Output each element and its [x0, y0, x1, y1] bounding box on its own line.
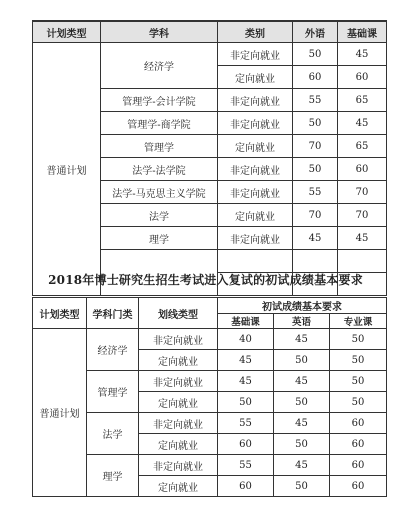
score-table-1	[32, 20, 387, 296]
foreign-score-cell: 50	[293, 158, 338, 181]
major-score-cell: 60	[330, 434, 387, 455]
english-score-cell: 50	[274, 434, 330, 455]
table-row	[33, 43, 387, 66]
subject-cell: 法学	[101, 204, 218, 227]
category-cell: 非定向就业	[218, 43, 293, 66]
major-score-cell: 50	[330, 392, 387, 413]
table-2-header-row	[33, 298, 387, 314]
table-1-header-row	[33, 21, 387, 43]
header-subject: 学科	[101, 21, 218, 43]
foreign-score-cell: 50	[293, 112, 338, 135]
line-type-cell: 非定向就业	[139, 371, 218, 392]
basic-score-cell: 65	[338, 89, 387, 112]
category-cell: 非定向就业	[218, 112, 293, 135]
basic-score-cell: 65	[338, 135, 387, 158]
foreign-score-cell: 70	[293, 204, 338, 227]
table-row	[33, 329, 387, 350]
category-cell	[218, 250, 293, 273]
foreign-score-cell: 55	[293, 89, 338, 112]
basic-score-cell: 55	[218, 455, 274, 476]
basic-score-cell: 45	[338, 227, 387, 250]
discipline-cell: 经济学	[87, 329, 139, 371]
foreign-score-cell	[293, 250, 338, 273]
category-cell: 定向就业	[218, 204, 293, 227]
header-category: 类别	[218, 21, 293, 43]
header-discipline: 学科门类	[87, 298, 139, 329]
line-type-cell: 非定向就业	[139, 455, 218, 476]
category-cell: 定向就业	[218, 66, 293, 89]
category-cell: 非定向就业	[218, 158, 293, 181]
header-line-type: 划线类型	[139, 298, 218, 329]
basic-score-cell: 60	[218, 434, 274, 455]
subject-cell: 管理学-商学院	[101, 112, 218, 135]
basic-score-cell: 40	[218, 329, 274, 350]
major-score-cell: 60	[330, 476, 387, 497]
header-basic-course: 基础课	[338, 21, 387, 43]
basic-score-cell: 70	[338, 204, 387, 227]
subject-cell: 理学	[101, 227, 218, 250]
category-cell: 非定向就业	[218, 227, 293, 250]
subject-cell: 法学-马克思主义学院	[101, 181, 218, 204]
basic-score-cell: 60	[338, 66, 387, 89]
basic-score-cell: 45	[218, 371, 274, 392]
basic-score-cell: 60	[218, 476, 274, 497]
header-plan-type: 计划类型	[33, 298, 87, 329]
english-score-cell: 45	[274, 329, 330, 350]
line-type-cell: 定向就业	[139, 434, 218, 455]
foreign-score-cell: 60	[293, 66, 338, 89]
english-score-cell: 50	[274, 392, 330, 413]
subject-cell: 法学-法学院	[101, 158, 218, 181]
line-type-cell: 定向就业	[139, 392, 218, 413]
english-score-cell: 45	[274, 371, 330, 392]
basic-score-cell: 70	[338, 181, 387, 204]
discipline-cell: 法学	[87, 413, 139, 455]
category-cell: 非定向就业	[218, 181, 293, 204]
plan-type-cell: 普通计划	[33, 43, 101, 296]
basic-score-cell: 60	[338, 158, 387, 181]
foreign-score-cell: 55	[293, 181, 338, 204]
doctoral-score-title: 2018年博士研究生招生考试进入复试的初试成绩基本要求	[48, 273, 363, 287]
major-score-cell: 50	[330, 371, 387, 392]
major-score-cell: 60	[330, 413, 387, 434]
line-type-cell: 定向就业	[139, 350, 218, 371]
discipline-cell: 理学	[87, 455, 139, 497]
table-row	[33, 455, 387, 476]
category-cell: 定向就业	[218, 135, 293, 158]
subject-cell: 经济学	[101, 43, 218, 89]
subject-cell: 管理学	[101, 135, 218, 158]
english-score-cell: 50	[274, 350, 330, 371]
basic-score-cell: 55	[218, 413, 274, 434]
major-score-cell: 50	[330, 329, 387, 350]
plan-type-cell: 普通计划	[33, 329, 87, 497]
score-table-2	[32, 297, 387, 497]
foreign-score-cell: 50	[293, 43, 338, 66]
major-score-cell: 60	[330, 455, 387, 476]
english-score-cell: 45	[274, 455, 330, 476]
basic-score-cell	[338, 250, 387, 273]
header-score-requirements: 初试成绩基本要求	[218, 298, 387, 314]
line-type-cell: 定向就业	[139, 476, 218, 497]
line-type-cell: 非定向就业	[139, 413, 218, 434]
table-row	[33, 413, 387, 434]
header-english: 英语	[274, 314, 330, 329]
basic-score-cell: 45	[338, 43, 387, 66]
english-score-cell: 50	[274, 476, 330, 497]
subject-cell: 管理学-会计学院	[101, 89, 218, 112]
category-cell: 非定向就业	[218, 89, 293, 112]
basic-score-cell: 50	[218, 392, 274, 413]
line-type-cell: 非定向就业	[139, 329, 218, 350]
foreign-score-cell: 70	[293, 135, 338, 158]
table-row	[33, 371, 387, 392]
header-major-course: 专业课	[330, 314, 387, 329]
header-plan-type: 计划类型	[33, 21, 101, 43]
basic-score-cell: 45	[218, 350, 274, 371]
basic-score-cell: 45	[338, 112, 387, 135]
discipline-cell: 管理学	[87, 371, 139, 413]
major-score-cell: 50	[330, 350, 387, 371]
header-basic-course: 基础课	[218, 314, 274, 329]
foreign-score-cell: 45	[293, 227, 338, 250]
header-foreign-language: 外语	[293, 21, 338, 43]
english-score-cell: 45	[274, 413, 330, 434]
